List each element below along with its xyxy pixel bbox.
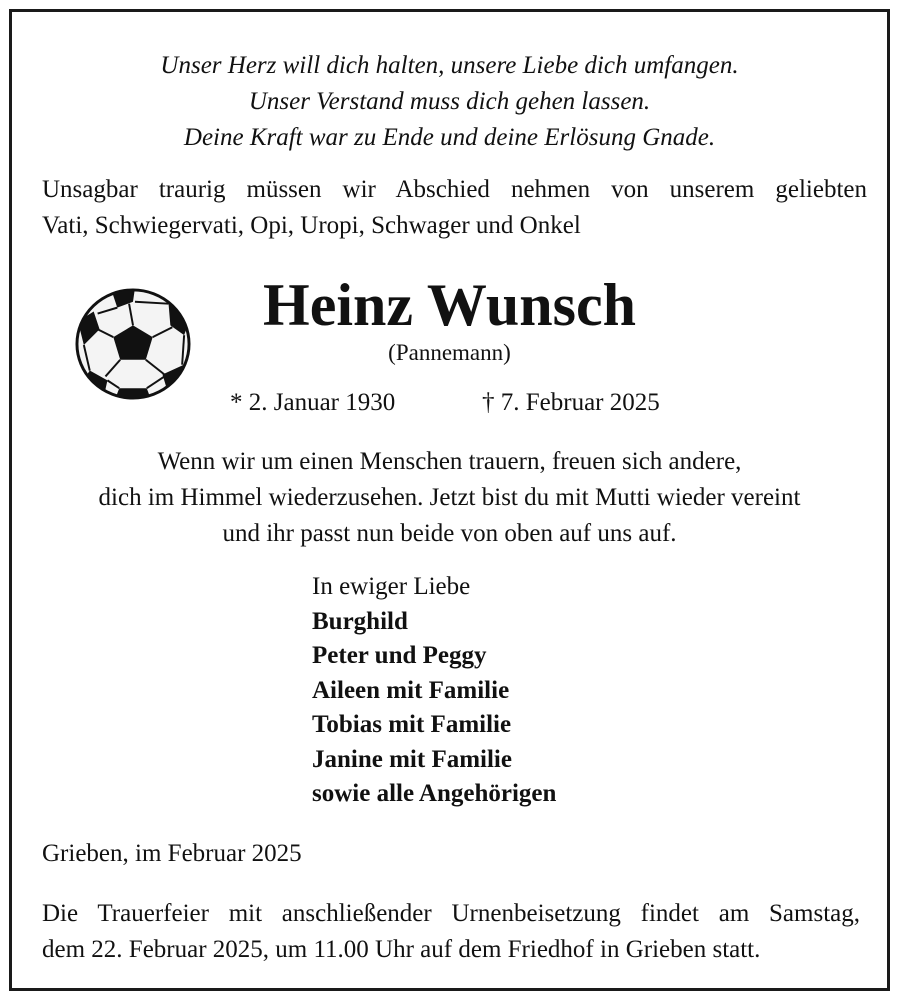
service-info (42, 896, 860, 968)
mourner-name: Tobias mit Familie (312, 711, 512, 738)
poem-line: Unser Verstand muss dich gehen lassen. (248, 88, 651, 115)
mourner-name: sowie alle Angehörigen (312, 780, 557, 807)
death-date: † 7. Februar 2025 (482, 389, 660, 416)
poem-line: Unser Herz will dich halten, unsere Liebe dich umfangen. (160, 52, 739, 79)
deceased-nickname: (Pannemann) (388, 340, 511, 365)
verse-line: und ihr passt nun beide von oben auf uns auf. (222, 520, 677, 547)
service-line: Die Trauerfeier mit anschließender Urnenbeisetzung findet am Samstag, (42, 900, 860, 927)
mourners (312, 570, 556, 812)
intro-line: Vati, Schwiegervati, Opi, Uropi, Schwager und Onkel (42, 212, 581, 239)
birth-date: * 2. Januar 1930 (230, 389, 396, 416)
mourner-name: Peter und Peggy (312, 642, 487, 669)
intro-line: Unsagbar traurig müssen wir Abschied nehmen von unserem geliebten (42, 176, 867, 203)
intro-text (42, 172, 867, 244)
verse (12, 444, 887, 552)
service-line: dem 22. Februar 2025, um 11.00 Uhr auf dem Friedhof in Grieben statt. (42, 936, 761, 963)
mourner-name: Aileen mit Familie (312, 676, 510, 704)
obituary-frame (9, 9, 890, 991)
mourner-name: Burghild (312, 607, 408, 635)
verse-line: Wenn wir um einen Menschen trauern, freuen sich andere, (157, 448, 742, 475)
poem (12, 48, 887, 156)
mourners-intro: In ewiger Liebe (312, 573, 471, 600)
poem-line: Deine Kraft war zu Ende und deine Erlösung Gnade. (183, 124, 716, 151)
deceased-name: Heinz Wunsch (263, 272, 636, 338)
mourner-name: Janine mit Familie (312, 745, 512, 773)
verse-line: dich im Himmel wiederzusehen. Jetzt bist du mit Mutti wieder vereint (98, 484, 801, 511)
place-date: Grieben, im Februar 2025 (42, 840, 302, 867)
